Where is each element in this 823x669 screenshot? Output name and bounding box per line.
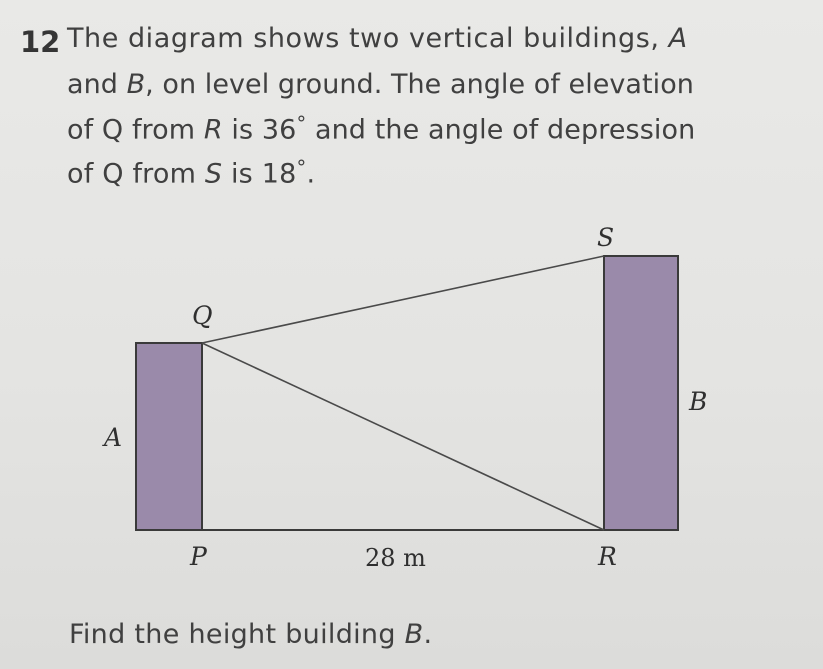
label-s: S [597,223,615,252]
point-s-ref: S [204,158,223,190]
label-r: R [598,542,617,571]
line-q-s [202,256,604,343]
label-b: B [689,387,708,416]
building-b-ref: B [404,619,424,650]
building-b-ref: B [126,69,146,100]
question-text: of Q from [67,158,205,190]
question-prompt [69,619,432,650]
question-text: is [222,158,262,190]
elevation-angle-value: 36 [261,114,297,146]
building-a [136,343,202,530]
question-text: and the angle of depression [306,114,696,146]
label-p: P [190,542,207,571]
label-q: Q [192,301,213,330]
distance-label: 28 m [365,544,426,572]
point-r-ref: R [203,114,223,146]
depression-angle-value: 18 [261,158,297,190]
label-a: A [104,423,123,452]
prompt-text: . [423,619,433,650]
question-text: of Q from [67,114,204,146]
question-text: The diagram shows two vertical buildings, [67,23,669,54]
building-b [604,256,678,530]
question-text: and [67,69,127,100]
degree-symbol: ° [296,112,307,135]
question-text: , on level ground. The angle of elevation [145,69,694,100]
line-q-r [202,343,604,530]
question-text: is [222,114,262,146]
prompt-text: Find the height building [69,619,405,650]
question-text: . [306,158,316,190]
degree-symbol: ° [296,156,307,179]
question-number: 12 [20,25,61,59]
building-a-ref: A [668,23,688,54]
